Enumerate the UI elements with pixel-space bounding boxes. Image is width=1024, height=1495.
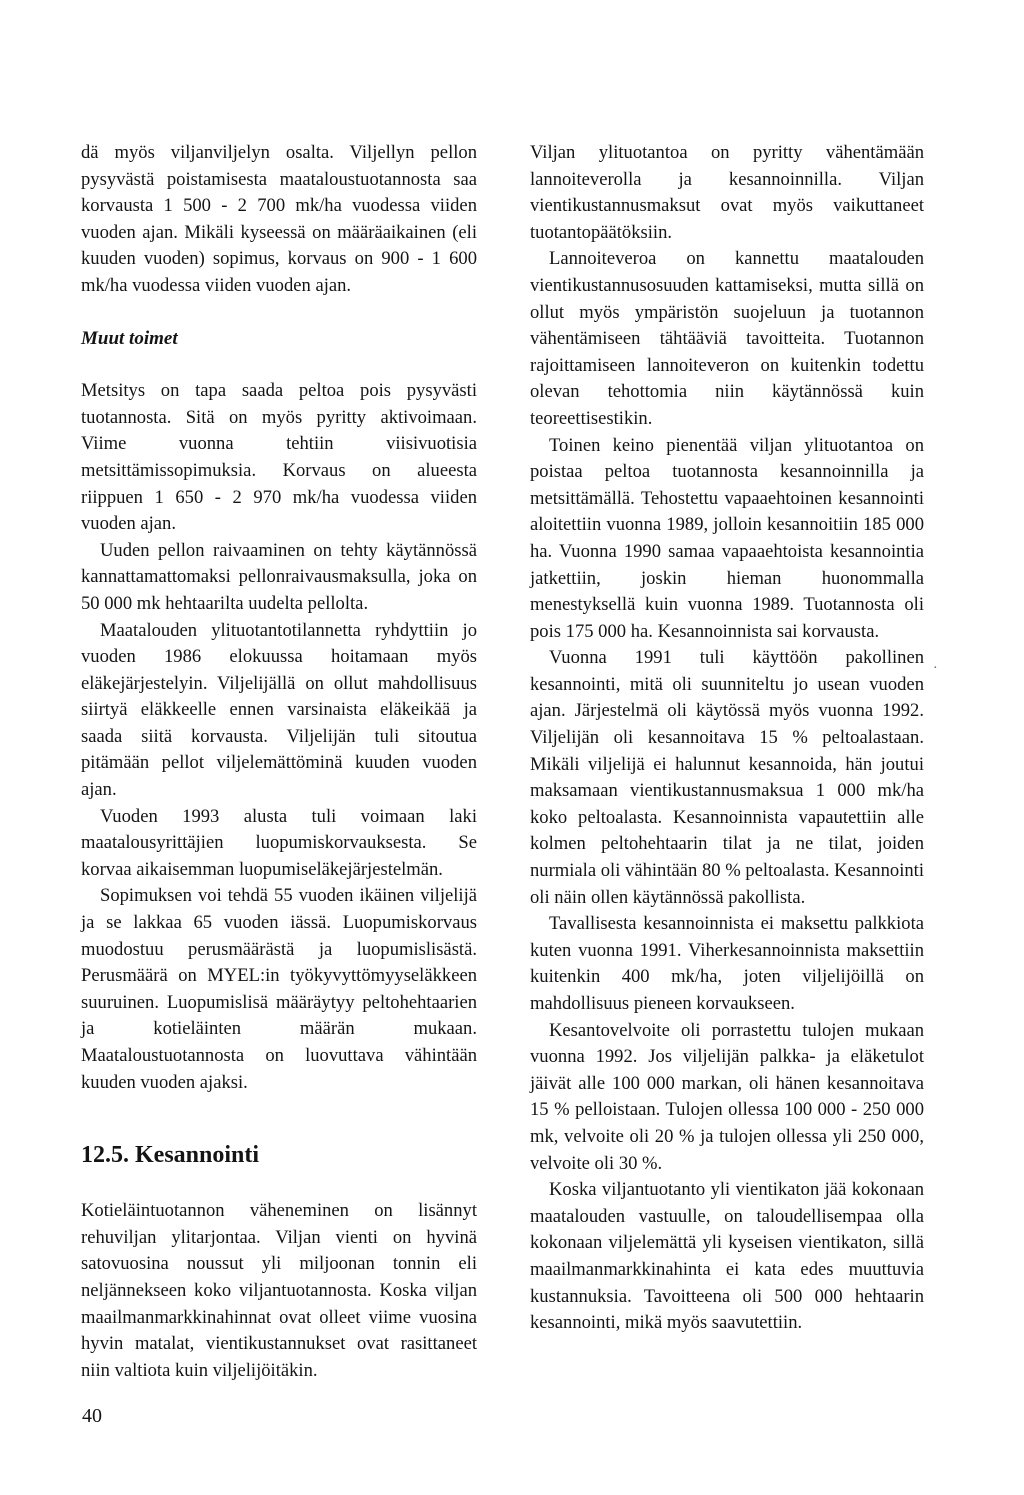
- paragraph: Vuoden 1993 alusta tuli voimaan laki maatalousyrittäjien luopumiskorvauksesta. Se korvaa aikaisemman luopumiseläkejärjestelmän.: [81, 805, 477, 880]
- paragraph: Toinen keino pienentää viljan ylituotantoa on poistaa peltoa tuotannosta kesannoinnilla ja metsittämällä. Tehostettu vapaaehtoinen kesannointi aloitettiin vuonna 1989, jolloin kesannoitiin 185 000 ha. Vuonna 1990 samaa vapaaehtoista kesannointia jatkettiin, joskin hieman huonommalla menestyksellä kuin vuonna 1989. Tuotannosta oli pois 175 000 ha. Kesannoinnista sai korvausta.: [530, 434, 924, 642]
- subheading-muut-toimet: Muut toimet: [81, 327, 178, 349]
- paragraph: Viljan ylituotantoa on pyritty vähentämään lannoiteverolla ja kesannoinnilla. Viljan vientikustannusmaksut ovat myös vaikuttaneet tuotantopäätöksiin.: [530, 142, 924, 243]
- paragraph: Metsitys on tapa saada peltoa pois pysyvästi tuotannosta. Sitä on myös pyritty aktivoimaan. Viime vuonna tehtiin viisivuotisia metsittämissopimuksia. Korvaus on alueesta riippuen 1 650 - 2 970 mk/ha vuodessa viiden vuoden ajan.: [81, 380, 477, 535]
- paragraph: Vuonna 1991 tuli käyttöön pakollinen kesannointi, mitä oli suunniteltu jo usean vuoden ajan. Järjestelmä oli käytössä myös vuonna 1992. Viljelijän oli kesannoitava 15 % peltoalastaan. Mikäli viljelijä ei halunnut kesannoida, hän joutui maksamaan vientikustannusmaksua 1 000 mk/ha koko peltoalasta. Kesannoinnista vapautettiin alle kolmen peltohehtaarin tilat ja ne tilat, joiden nurmiala oli vähintään 80 % peltoalasta. Kesannointi oli näin ollen käytännössä pakollista.: [530, 647, 924, 908]
- paragraph: Kesantovelvoite oli porrastettu tulojen mukaan vuonna 1992. Jos viljelijän palkka- ja eläketulot jäivät alle 100 000 markan, oli hänen kesannoitava 15 % pelloistaan. Tulojen ollessa 100 000 - 250 000 mk, velvoite oli 20 % ja tulojen ollessa yli 250 000, velvoite oli 30 %.: [530, 1019, 924, 1174]
- paragraph: Kotieläintuotannon väheneminen on lisännyt rehuviljan ylitarjontaa. Viljan vienti on hyvinä satovuosina noussut yli miljoonan tonnin eli neljännekseen koko viljantuotannosta. Koska viljan maailmanmarkkinahinnat ovat olleet viime vuosina hyvin matalat, vientikustannukset ovat rasittaneet niin valtiota kuin viljelijöitäkin.: [81, 1200, 477, 1381]
- right-column: [530, 140, 924, 1337]
- paragraph: Koska viljantuotanto yli vientikaton jää kokonaan maatalouden vastuulle, on taloudellisempaa olla kokonaan viljelemättä yli kyseisen vientikaton, sillä maailmanmarkkinahinta ei kata edes muuttuvia kustannuksia. Tavoitteena oli 500 000 hehtaarin kesannointi, mikä myös saavutettiin.: [530, 1179, 924, 1334]
- paragraph: Tavallisesta kesannoinnista ei maksettu palkkiota kuten vuonna 1991. Viherkesannoinnista maksettiin kuitenkin 400 mk/ha, joten viljelijöillä on mahdollisuus pieneen korvaukseen.: [530, 913, 924, 1014]
- paragraph: Lannoiteveroa on kannettu maatalouden vientikustannusosuuden kattamiseksi, mutta sillä on ollut myös ympäristön suojeluun ja tuotannon vähentämiseen tähtääviä tavoitteita. Tuotannon rajoittamiseen lannoiteveron on kuitenkin todettu olevan tehottomia niin käytännössä kuin teoreettisestikin.: [530, 248, 924, 429]
- paragraph: Sopimuksen voi tehdä 55 vuoden ikäinen viljelijä ja se lakkaa 65 vuoden iässä. Luopumiskorvaus muodostuu perusmäärästä ja luopumislisästä. Perusmäärä on MYEL:in työkyvyttömyyseläkkeen suuruinen. Luopumislisä määräytyy peltohehtaarien ja kotieläinten määrän mukaan. Maataloustuotannosta on luovuttava vähintään kuuden vuoden ajaksi.: [81, 885, 477, 1093]
- paragraph: Uuden pellon raivaaminen on tehty käytännössä kannattamattomaksi pellonraivausmaksulla, joka on 50 000 mk hehtaarilta uudelta pellolta.: [81, 539, 477, 614]
- section-heading-kesannointi: 12.5. Kesannointi: [81, 1142, 260, 1169]
- left-column: [81, 140, 477, 1384]
- margin-dot: ·: [933, 661, 938, 676]
- paragraph: Maatalouden ylituotantotilannetta ryhdyttiin jo vuoden 1986 elokuussa hoitamaan myös eläkejärjestelyin. Viljelijällä on ollut mahdollisuus siirtyä eläkkeelle ennen varsinaista eläkeikää ja saada siitä korvausta. Viljelijän tuli sitoutua pitämään pellot viljelemättöminä kuuden vuoden ajan.: [81, 619, 477, 801]
- page-number: 40: [82, 1405, 102, 1427]
- paragraph: dä myös viljanviljelyn osalta. Viljellyn pellon pysyvästä poistamisesta maataloustuotannosta saa korvausta 1 500 - 2 700 mk/ha vuodessa viiden vuoden ajan. Mikäli kyseessä on määräaikainen (eli kuuden vuoden) sopimus, korvaus on 900 - 1 600 mk/ha vuodessa viiden vuoden ajan.: [81, 142, 477, 296]
